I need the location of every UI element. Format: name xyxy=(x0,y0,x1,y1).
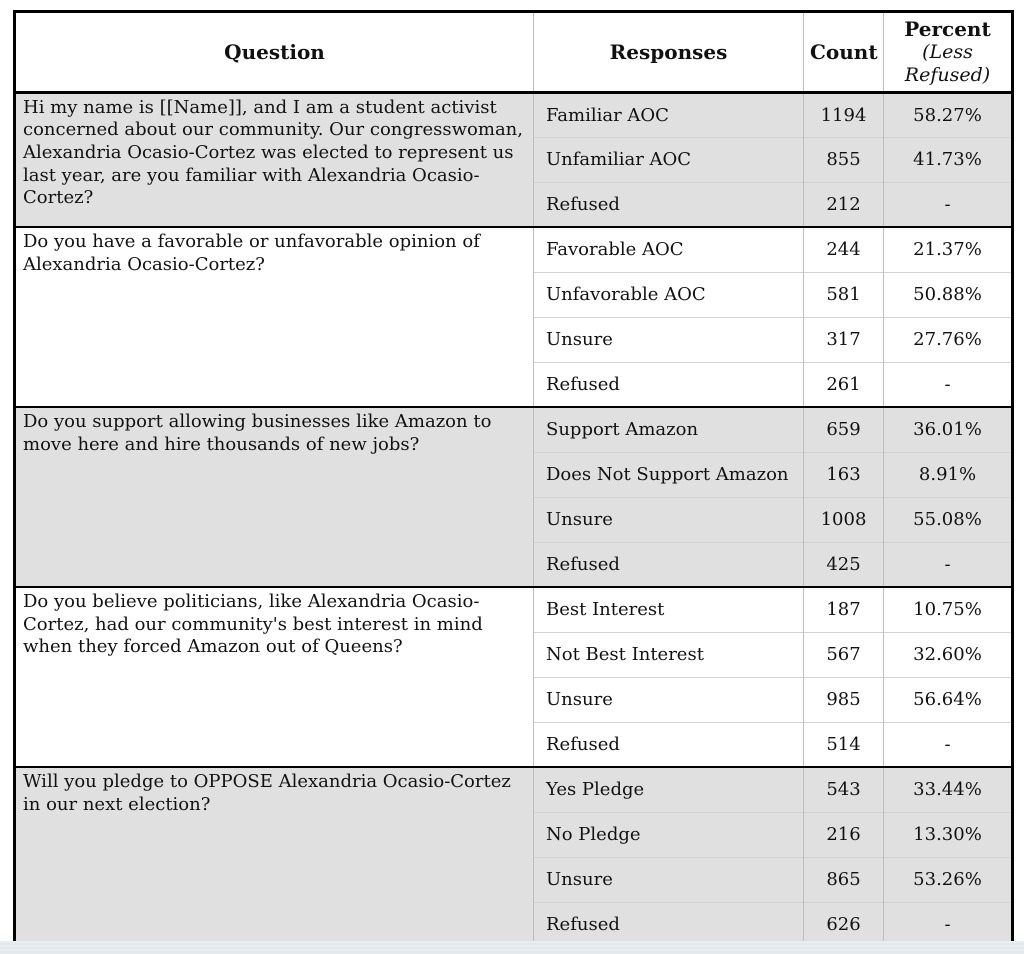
table-row xyxy=(15,587,1013,632)
count-cell: 581 xyxy=(804,272,884,317)
question-cell: Do you support allowing businesses like Amazon to move here and hire thousands of new jobs? xyxy=(15,407,534,587)
column-header-percent xyxy=(884,12,1013,93)
percent-cell: 10.75% xyxy=(884,587,1013,632)
percent-cell: 33.44% xyxy=(884,767,1013,812)
percent-cell: 21.37% xyxy=(884,227,1013,272)
count-cell: 244 xyxy=(804,227,884,272)
response-label-cell: No Pledge xyxy=(534,812,804,857)
response-label-cell: Does Not Support Amazon xyxy=(534,452,804,497)
percent-cell: 56.64% xyxy=(884,677,1013,722)
percent-cell: - xyxy=(884,362,1013,407)
count-cell: 261 xyxy=(804,362,884,407)
count-cell: 567 xyxy=(804,632,884,677)
response-label-cell: Unsure xyxy=(534,677,804,722)
table-row xyxy=(15,767,1013,812)
column-header-responses: Responses xyxy=(534,12,804,93)
table-header-row xyxy=(15,12,1013,93)
response-label-cell: Unfamiliar AOC xyxy=(534,137,804,182)
question-cell: Hi my name is [[Name]], and I am a student activist concerned about our community. Our congresswoman, Alexandria Ocasio-Cortez was elected to represent us last year, are you familiar with Alexandria Ocasio-Cortez? xyxy=(15,92,534,227)
percent-cell: 55.08% xyxy=(884,497,1013,542)
column-header-count: Count xyxy=(804,12,884,93)
count-cell: 1008 xyxy=(804,497,884,542)
response-label-cell: Familiar AOC xyxy=(534,92,804,137)
response-label-cell: Favorable AOC xyxy=(534,227,804,272)
table-row xyxy=(15,92,1013,137)
count-cell: 317 xyxy=(804,317,884,362)
survey-results-table xyxy=(13,10,1014,949)
count-cell: 626 xyxy=(804,902,884,947)
percent-cell: 8.91% xyxy=(884,452,1013,497)
percent-cell: 32.60% xyxy=(884,632,1013,677)
response-label-cell: Unsure xyxy=(534,857,804,902)
count-cell: 187 xyxy=(804,587,884,632)
count-cell: 855 xyxy=(804,137,884,182)
column-header-question: Question xyxy=(15,12,534,93)
percent-cell: 27.76% xyxy=(884,317,1013,362)
percent-cell: - xyxy=(884,182,1013,227)
percent-cell: 13.30% xyxy=(884,812,1013,857)
response-label-cell: Unsure xyxy=(534,497,804,542)
count-cell: 212 xyxy=(804,182,884,227)
response-label-cell: Best Interest xyxy=(534,587,804,632)
count-cell: 1194 xyxy=(804,92,884,137)
percent-cell: 53.26% xyxy=(884,857,1013,902)
percent-cell: 50.88% xyxy=(884,272,1013,317)
count-cell: 514 xyxy=(804,722,884,767)
percent-cell: - xyxy=(884,542,1013,587)
percent-cell: 36.01% xyxy=(884,407,1013,452)
percent-cell: - xyxy=(884,722,1013,767)
response-label-cell: Yes Pledge xyxy=(534,767,804,812)
count-cell: 985 xyxy=(804,677,884,722)
count-cell: 425 xyxy=(804,542,884,587)
percent-header-title: Percent xyxy=(904,17,991,41)
count-cell: 543 xyxy=(804,767,884,812)
response-label-cell: Refused xyxy=(534,902,804,947)
count-cell: 865 xyxy=(804,857,884,902)
response-label-cell: Support Amazon xyxy=(534,407,804,452)
percent-cell: 41.73% xyxy=(884,137,1013,182)
window-background-strip xyxy=(0,941,1024,954)
response-label-cell: Refused xyxy=(534,182,804,227)
response-label-cell: Refused xyxy=(534,542,804,587)
count-cell: 163 xyxy=(804,452,884,497)
response-label-cell: Refused xyxy=(534,362,804,407)
question-cell: Will you pledge to OPPOSE Alexandria Ocasio-Cortez in our next election? xyxy=(15,767,534,947)
percent-cell: - xyxy=(884,902,1013,947)
percent-header-subtitle: (Less Refused) xyxy=(904,41,991,86)
response-label-cell: Unsure xyxy=(534,317,804,362)
response-label-cell: Not Best Interest xyxy=(534,632,804,677)
question-cell: Do you have a favorable or unfavorable opinion of Alexandria Ocasio-Cortez? xyxy=(15,227,534,407)
count-cell: 216 xyxy=(804,812,884,857)
response-label-cell: Refused xyxy=(534,722,804,767)
question-cell: Do you believe politicians, like Alexandria Ocasio-Cortez, had our community's best interest in mind when they forced Amazon out of Queens? xyxy=(15,587,534,767)
table-row xyxy=(15,227,1013,272)
response-label-cell: Unfavorable AOC xyxy=(534,272,804,317)
count-cell: 659 xyxy=(804,407,884,452)
percent-cell: 58.27% xyxy=(884,92,1013,137)
table-row xyxy=(15,407,1013,452)
